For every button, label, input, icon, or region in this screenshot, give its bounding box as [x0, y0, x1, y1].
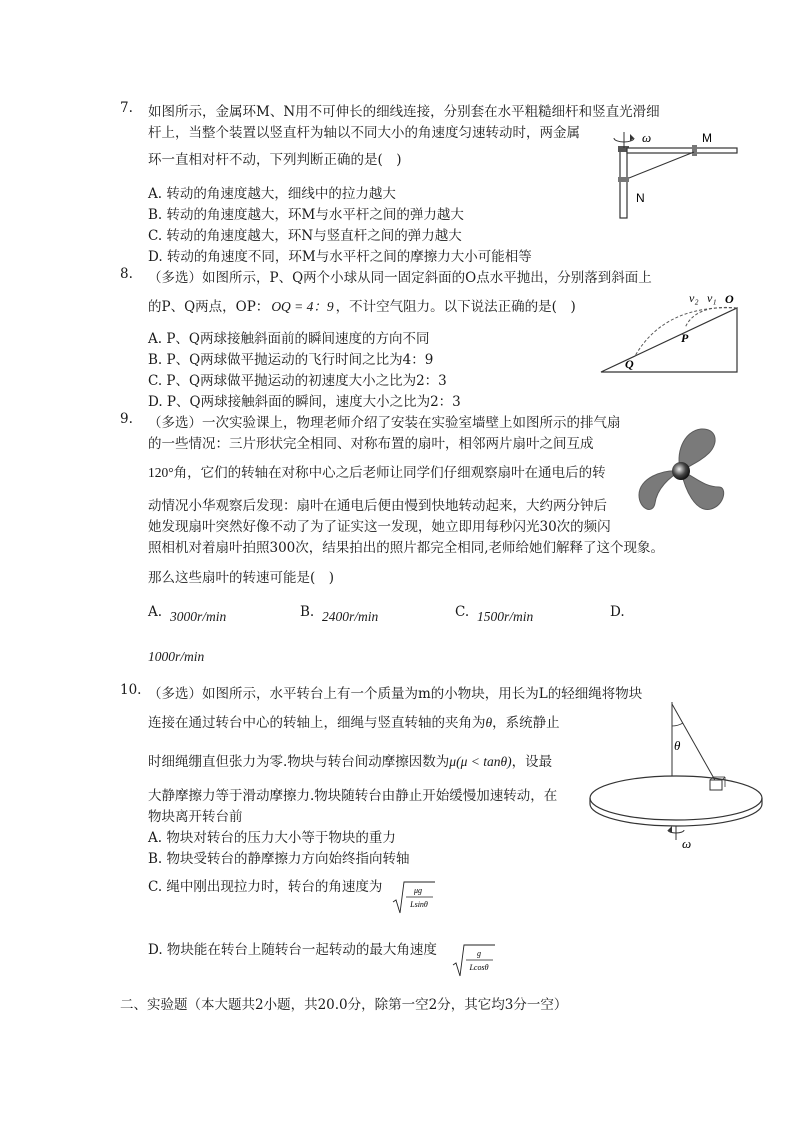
- q9-option-b-letter: B.: [300, 604, 315, 620]
- q8-line1: （多选）如图所示，P、Q两个小球从同一固定斜面的O点水平抛出，分别落到斜面上: [148, 270, 652, 286]
- q9-line2: 的一些情况：三片形状完全相同、对称布置的扇叶，相邻两片扇叶之间互成: [148, 436, 594, 452]
- q7-line2: 杆上，当整个装置以竖直杆为轴以不同大小的角速度匀速转动时，两金属: [148, 125, 580, 141]
- q10-omega-label: ω: [682, 836, 692, 851]
- q10-number: 10.: [120, 682, 142, 698]
- q10-line2: [148, 711, 560, 731]
- q10-line2-start: 连接在通过转台中心的转轴上，细绳与竖直转轴的夹角为: [148, 715, 486, 731]
- q9-line3-text: 角，它们的转轴在对称中心之后老师让同学们仔细观察扇叶在通电后的转: [173, 465, 606, 481]
- q7-figure: [600, 120, 750, 230]
- q9-option-c-value: 1500r/min: [477, 609, 534, 624]
- q8-option-d: D. P、Q两球接触斜面的瞬间，速度大小之比为2：3: [148, 394, 461, 410]
- q8-v1-label: v₁: [707, 291, 717, 305]
- q9-line3: [148, 461, 606, 481]
- q9-line6: 照相机对着扇叶拍照300次，结果拍出的照片都完全相同,老师给她们解释了这个现象。: [148, 540, 665, 556]
- q10-option-b: B. 物块受转台的静摩擦力方向始终指向转轴: [148, 851, 410, 867]
- q7-line3: 环一直相对杆不动，下列判断正确的是( ): [148, 152, 402, 168]
- q9-line7: 那么这些扇叶的转速可能是( ): [148, 570, 335, 586]
- q9-option-d-letter: D.: [610, 604, 625, 620]
- q7-number: 7.: [120, 100, 133, 116]
- q9-option-c-letter: C.: [455, 604, 470, 620]
- q8-option-b: B. P、Q两球做平抛运动的飞行时间之比为4：9: [148, 352, 434, 368]
- q10-figure: [588, 700, 768, 852]
- q8-number: 8.: [120, 266, 133, 282]
- q8-option-a: A. P、Q两球接触斜面前的瞬间速度的方向不同: [148, 331, 430, 347]
- q10-option-d-num: g: [477, 949, 481, 958]
- q7-option-a: A. 转动的角速度越大，细线中的拉力越大: [148, 186, 396, 202]
- q10-option-d: D. 物块能在转台上随转台一起转动的最大角速度: [148, 942, 437, 958]
- q10-option-c: C. 绳中刚出现拉力时，转台的角速度为: [148, 879, 383, 895]
- q7-m-label: M: [702, 131, 712, 145]
- q8-option-c: C. P、Q两球做平抛运动的初速度大小之比为2：3: [148, 373, 447, 389]
- q10-theta: θ: [485, 715, 493, 730]
- q8-line2-end: ，不计空气阻力。以下说法正确的是( ): [335, 299, 576, 315]
- q8-p-label: P: [681, 331, 689, 345]
- q7-option-c: C. 转动的角速度越大，环N与竖直杆之间的弹力越大: [148, 228, 462, 244]
- q9-option-a-letter: A.: [148, 604, 163, 620]
- q7-option-d: D. 转动的角速度不同，环M与水平杆之间的摩擦力大小可能相等: [148, 249, 532, 265]
- q9-angle: 120°: [148, 465, 174, 480]
- q10-theta-label: θ: [674, 738, 681, 753]
- q8-figure: [595, 290, 745, 378]
- q7-omega-label: ω: [642, 130, 652, 145]
- q7-option-b: B. 转动的角速度越大，环M与水平杆之间的弹力越大: [148, 207, 464, 223]
- q9-option-d-value: 1000r/min: [148, 649, 205, 664]
- q8-ratio: OQ = 4：9: [271, 299, 334, 314]
- q10-option-d-formula: [452, 943, 496, 979]
- q9-option-b-value: 2400r/min: [322, 609, 379, 624]
- q8-line2-start: 的P、Q两点，OP：: [148, 299, 270, 315]
- q10-option-c-num: μg: [413, 886, 423, 895]
- q10-line5: 物块离开转台前: [148, 809, 243, 825]
- q9-option-a-value: 3000r/min: [170, 609, 227, 624]
- section2-heading: 二、实验题（本大题共2小题，共20.0分，除第一空2分，其它均3分一空）: [120, 997, 568, 1013]
- q9-fan-figure: [635, 425, 725, 517]
- q9-line5: 她发现扇叶突然好像不动了为了证实这一发现，她立即用每秒闪光30次的频闪: [148, 519, 611, 535]
- q8-v2-label: v₂: [689, 291, 699, 305]
- q7-line1: 如图所示，金属环M、N用不可伸长的细线连接，分别套在水平粗糙细杆和竖直光滑细: [148, 104, 660, 120]
- q10-option-d-den: Lcosθ: [469, 963, 489, 972]
- q9-line4: 动情况小华观察后发现：扇叶在通电后便由慢到快地转动起来，大约两分钟后: [148, 498, 607, 514]
- q8-line2: [148, 295, 576, 315]
- q9-line1: （多选）一次实验课上，物理老师介绍了安装在实验室墙壁上如图所示的排气扇: [148, 415, 621, 431]
- q8-o-label: O: [725, 292, 734, 306]
- q10-line3: [148, 750, 552, 770]
- q10-line3-start: 时细绳绷直但张力为零.物块与转台间动摩擦因数为: [148, 754, 450, 770]
- q9-number: 9.: [120, 411, 133, 427]
- q10-option-c-den: Lsinθ: [410, 900, 428, 909]
- q10-line3-end: ，设最: [511, 754, 553, 770]
- q10-line4: 大静摩擦力等于滑动摩擦力.物块随转台由静止开始缓慢加速转动，在: [148, 788, 558, 804]
- q10-line2-end: ，系统静止: [492, 715, 560, 731]
- q10-option-a: A. 物块对转台的压力大小等于物块的重力: [148, 830, 396, 846]
- q7-n-label: N: [636, 191, 645, 205]
- q10-line1: （多选）如图所示，水平转台上有一个质量为m的小物块，用长为L的轻细绳将物块: [148, 686, 643, 702]
- q10-mu: μ(μ < tanθ): [449, 754, 512, 769]
- q8-q-label: Q: [625, 357, 634, 371]
- q10-option-c-formula: [392, 880, 436, 916]
